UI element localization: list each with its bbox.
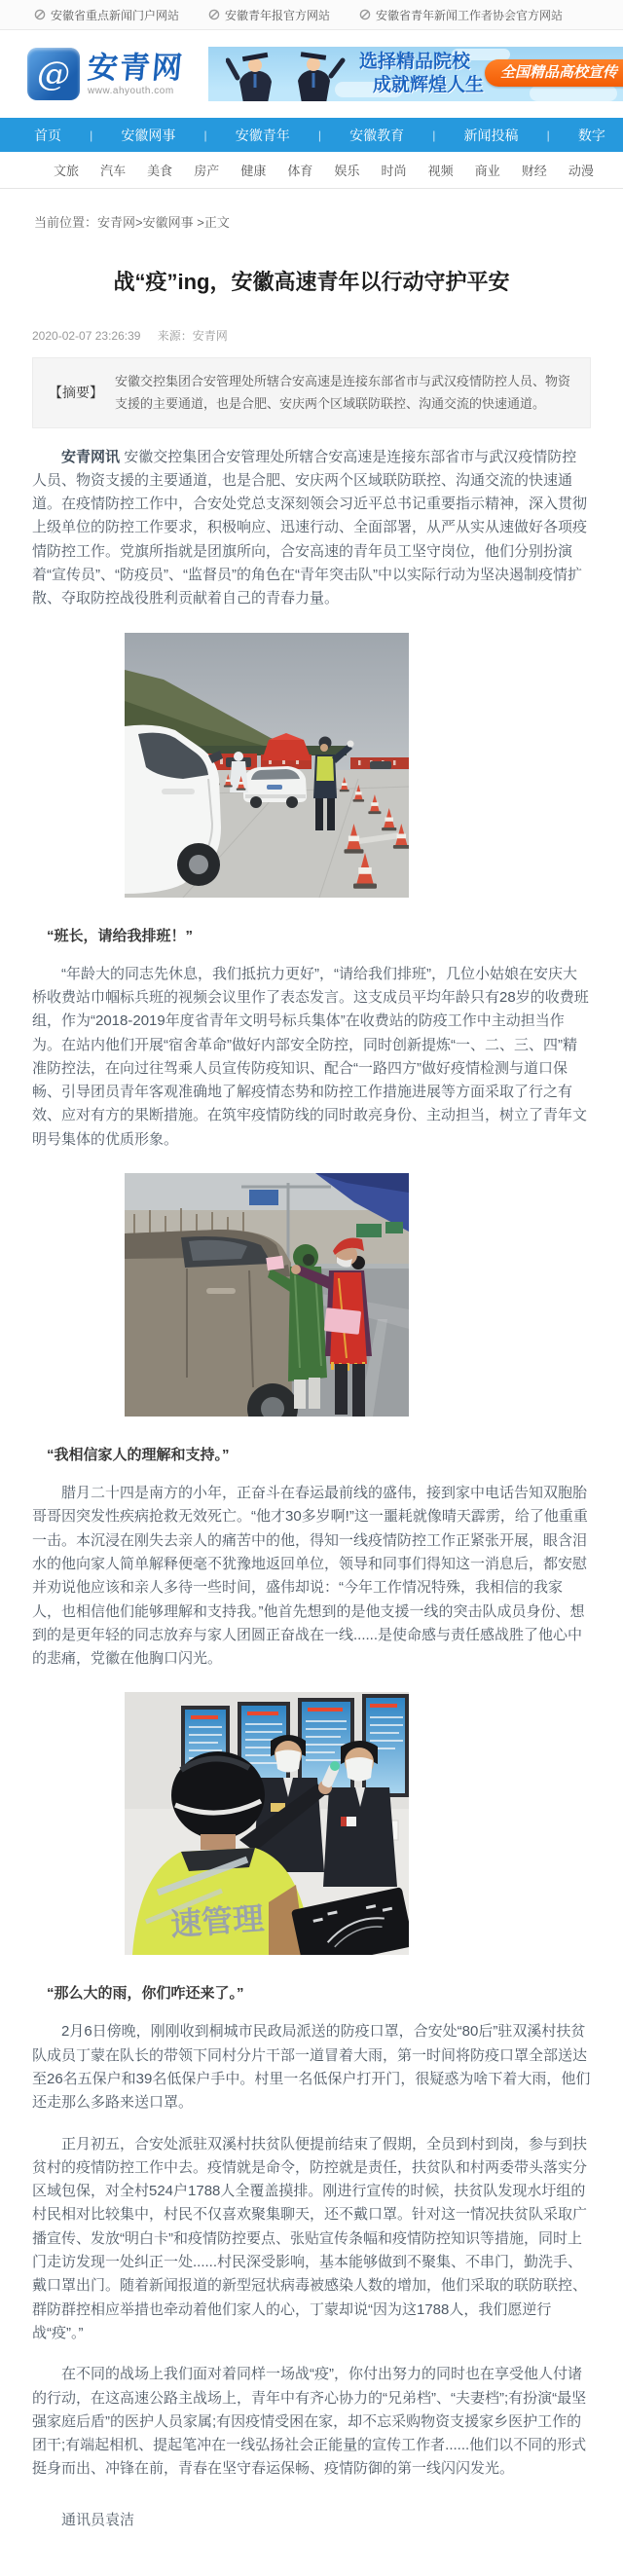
abstract-box <box>32 357 591 428</box>
article-paragraph: 在不同的战场上我们面对着同样一场战“疫”，你付出努力的同时也在享受他人付诸的行动，在这高速公路主战场上，青年中有齐心协力的“兄弟档”、“夫妻档”;有扮演“最坚强家庭后盾”的医护人员家属;有因疫情受困在家，却不忘采购物资支援家乡医护工作的团干;有端起相机、提起笔冲在一线弘扬社会正能量的宣传工作者......他们以不同的形式挺身而出、冲锋在前，青春在坚守春运保畅、疫情防御的第一线闪闪发光。 <box>32 2366 587 2478</box>
subnav-item-culture-travel[interactable]: 文旅 <box>54 164 80 178</box>
article-lead: 安青网讯 <box>61 448 121 465</box>
breadcrumb-separator: > <box>193 215 204 230</box>
nav-separator: | <box>432 128 436 142</box>
article-author: 通讯员袁洁 <box>61 2511 135 2528</box>
article-paragraph: 正月初五，合安处派驻双溪村扶贫队便提前结束了假期，全员到村到岗，参与到扶贫村的疫情防控工作中去。疫情就是命令，防控就是责任，扶贫队和村两委带头落实分区域包保，对全村524户1788人全覆盖摸排。刚进行宣传的时候，扶贫队发现水圩组的村民相对比较集中，村民不仅喜欢聚集聊天，还不戴口罩。针对这一情况扶贫队采取广播宣传、发放“明白卡”和疫情防控要点、张贴宣传条幅和疫情防控知识等措施，同时上门走访发现一处纠正一处......村民深受影响，基本能够做到不聚集、不串门，勤洗手、戴口罩出门。随着新闻报道的新型冠状病毒被感染人数的增加，他们采取的联防联控、群防群控相应举措也牵动着他们家人的心，丁蒙却说“因为这1788人，我们愿逆行战“疫”。” <box>32 2135 588 2341</box>
subnav-item-auto[interactable]: 汽车 <box>100 164 127 178</box>
site-header <box>0 30 623 118</box>
article <box>0 268 623 2576</box>
article-paragraph: 2月6日傍晚，刚刚收到桐城市民政局派送的防疫口罩，合安处“80后”驻双溪村扶贫队成员丁蒙在队长的带领下同村分片干部一道冒着大雨，第一时间将防疫口罩全部送达至26名五保户和39名低保户手中。村里一名低保户打开门，很疑惑为啥下着大雨，他们还走那么多路来送口罩。 <box>32 2023 591 2112</box>
article-photo-temperature-check <box>125 1692 409 1955</box>
site-logo[interactable] <box>27 48 195 100</box>
site-name: 安青网 <box>86 50 186 85</box>
article-source: 来源：安青网 <box>157 328 228 343</box>
subnav-item-anime[interactable]: 动漫 <box>568 164 594 178</box>
sub-nav <box>0 152 623 189</box>
article-paragraph <box>32 446 591 611</box>
nav-separator: | <box>546 128 550 142</box>
abstract-text: 安徽交控集团合安管理处所辖合安高速是连接东部省市与武汉疫情防控人员、物资支援的主要通道，也是合肥、安庆两个区域联防联控、沟通交流的快速通道。 <box>115 373 571 412</box>
banner-badge[interactable]: 全国精品高校宣传 <box>485 59 623 87</box>
article-date: 2020-02-07 23:26:39 <box>32 328 141 343</box>
main-nav <box>0 118 623 152</box>
at-logo-icon: @ <box>27 48 80 100</box>
paragraph-text: 安徽交控集团合安管理处所辖合安高速是连接东部省市与武汉疫情防控人员、物资支援的主要通道，也是合肥、安庆两个区域联防联控、沟通交流的快速通道。在疫情防控工作中，合安处党总支深刻领会习近平总书记重要指示精神，深入贯彻上级单位的防控工作要求，积极响应、迅速行动、全面部署，从严从实从速做好各项疫情防控工作。党旗所指就是团旗所向，合安高速的青年员工坚守岗位，他们分别扮演着“宣传员”、“防疫员”、“监督员”的角色在“青年突击队”中以实际行动为坚决遏制疫情扩散、夺取防控战役胜利贡献着自己的青春力量。 <box>32 448 588 607</box>
nav-separator: | <box>203 128 207 142</box>
link-icon <box>208 9 220 20</box>
subnav-item-realestate[interactable]: 房产 <box>194 164 220 178</box>
abstract-label: 【摘要】 <box>49 385 103 401</box>
article-paragraph: “年龄大的同志先休息，我们抵抗力更好”，“请给我们排班”，几位小姑娘在安庆大桥收费站巾帼标兵班的视频会议里作了表态发言。这支成员平均年龄只有28岁的收费班组，作为“2018-2019年度省青年文明号标兵集体”在收费站的防疫工作中主动担当作为。在站内他们开展“宿舍革命”做好内部安全防控，同时创新提炼“一、二、三、四”精准防控法，在向过往驾乘人员宣传防疫知识、配合“一路四方”做好疫情检测与道口保畅、引导团员青年客观准确地了解疫情态势和防控工作措施进展等方面采取了行之有效、应对有方的果断措施。在筑牢疫情防线的同时敢亮身份、主动担当，树立了青年文明号集体的优质形象。 <box>32 965 589 1148</box>
subnav-item-finance[interactable]: 财经 <box>521 164 547 178</box>
article-title: 战“疫”ing，安徽高速青年以行动守护平安 <box>113 270 510 294</box>
banner-slogan-line2: 成就辉煌人生 <box>373 74 485 95</box>
subnav-item-fashion[interactable]: 时尚 <box>381 164 407 178</box>
photo1-white-sedan <box>243 766 307 808</box>
breadcrumb-separator: > <box>135 215 143 230</box>
article-meta <box>32 327 591 344</box>
nav-separator: | <box>90 128 93 142</box>
subnav-item-sports[interactable]: 体育 <box>287 164 313 178</box>
site-url: www.ahyouth.com <box>88 85 174 96</box>
subnav-item-food[interactable]: 美食 <box>147 164 173 178</box>
nav-item-home[interactable]: 首页 <box>34 127 61 143</box>
link-icon <box>359 9 371 20</box>
nav-item-anhui-news[interactable]: 安徽网事 <box>121 127 176 143</box>
nav-item-anhui-education[interactable]: 安徽教育 <box>349 127 405 143</box>
subnav-item-business[interactable]: 商业 <box>474 164 500 178</box>
photo3-vest-text: 速管理 <box>168 1900 266 1943</box>
top-bar <box>0 0 623 30</box>
banner-slogan <box>359 51 484 97</box>
nav-separator: | <box>317 128 321 142</box>
subnav-item-video[interactable]: 视频 <box>427 164 454 178</box>
subnav-item-health[interactable]: 健康 <box>240 164 267 178</box>
article-subhead: “我相信家人的理解和支持。” <box>47 1447 230 1464</box>
cloud-shape <box>530 86 617 101</box>
breadcrumb-section[interactable]: 安徽网事 <box>142 215 194 230</box>
banner-ad[interactable] <box>208 47 623 101</box>
top-link-label: 安徽青年报官方网站 <box>225 8 331 22</box>
article-photo-handout <box>125 1173 409 1417</box>
article-subhead: “班长，请给我排班！” <box>47 927 194 944</box>
banner-slogan-line1: 选择精品院校 <box>359 52 471 72</box>
breadcrumb-home[interactable]: 安青网 <box>97 215 136 230</box>
article-subhead: “那么大的雨，你们咋还来了。” <box>47 1985 244 2003</box>
breadcrumb-current[interactable]: 正文 <box>203 215 230 230</box>
top-link-label: 安徽省青年新闻工作者协会官方网站 <box>376 8 564 22</box>
link-icon <box>34 9 46 20</box>
top-link-portal[interactable] <box>34 7 179 23</box>
top-link-label: 安徽省重点新闻门户网站 <box>51 8 180 22</box>
article-paragraph: 腊月二十四是南方的小年，正奋斗在春运最前线的盛伟，接到家中电话告知双胞胎哥哥因突发性疾病抢救无效死亡。“他才30多岁啊!”这一噩耗就像晴天霹雳，给了他重重一击。本沉浸在刚失去亲人的痛苦中的他，得知一线疫情防控工作正紧张开展，眼含泪水的他向家人简单解释便毫不犹豫地返回单位，领导和同事们得知这一消息后，都安慰并劝说他应该和亲人多待一些时间，盛伟却说：“今年工作情况特殊，我相信的我家人，也相信他们能够理解和支持我。”他首先想到的是他支援一线的突击队成员身份、想到的是更年轻的同志放弃与家人团圆正奋战在一线......是使命感与责任感战胜了他心中的悲痛，党徽在他胸口闪光。 <box>32 1485 588 1668</box>
nav-item-digital[interactable]: 数字 <box>577 127 605 143</box>
breadcrumb <box>0 189 623 233</box>
graduates-illustration <box>226 49 352 101</box>
top-link-newspaper[interactable] <box>208 7 330 23</box>
nav-item-submit-news[interactable]: 新闻投稿 <box>463 127 519 143</box>
top-link-association[interactable] <box>359 7 563 23</box>
breadcrumb-label: 当前位置： <box>34 215 98 230</box>
nav-item-anhui-youth[interactable]: 安徽青年 <box>235 127 290 143</box>
article-photo-checkpoint <box>125 633 409 898</box>
subnav-item-entertainment[interactable]: 娱乐 <box>334 164 360 178</box>
